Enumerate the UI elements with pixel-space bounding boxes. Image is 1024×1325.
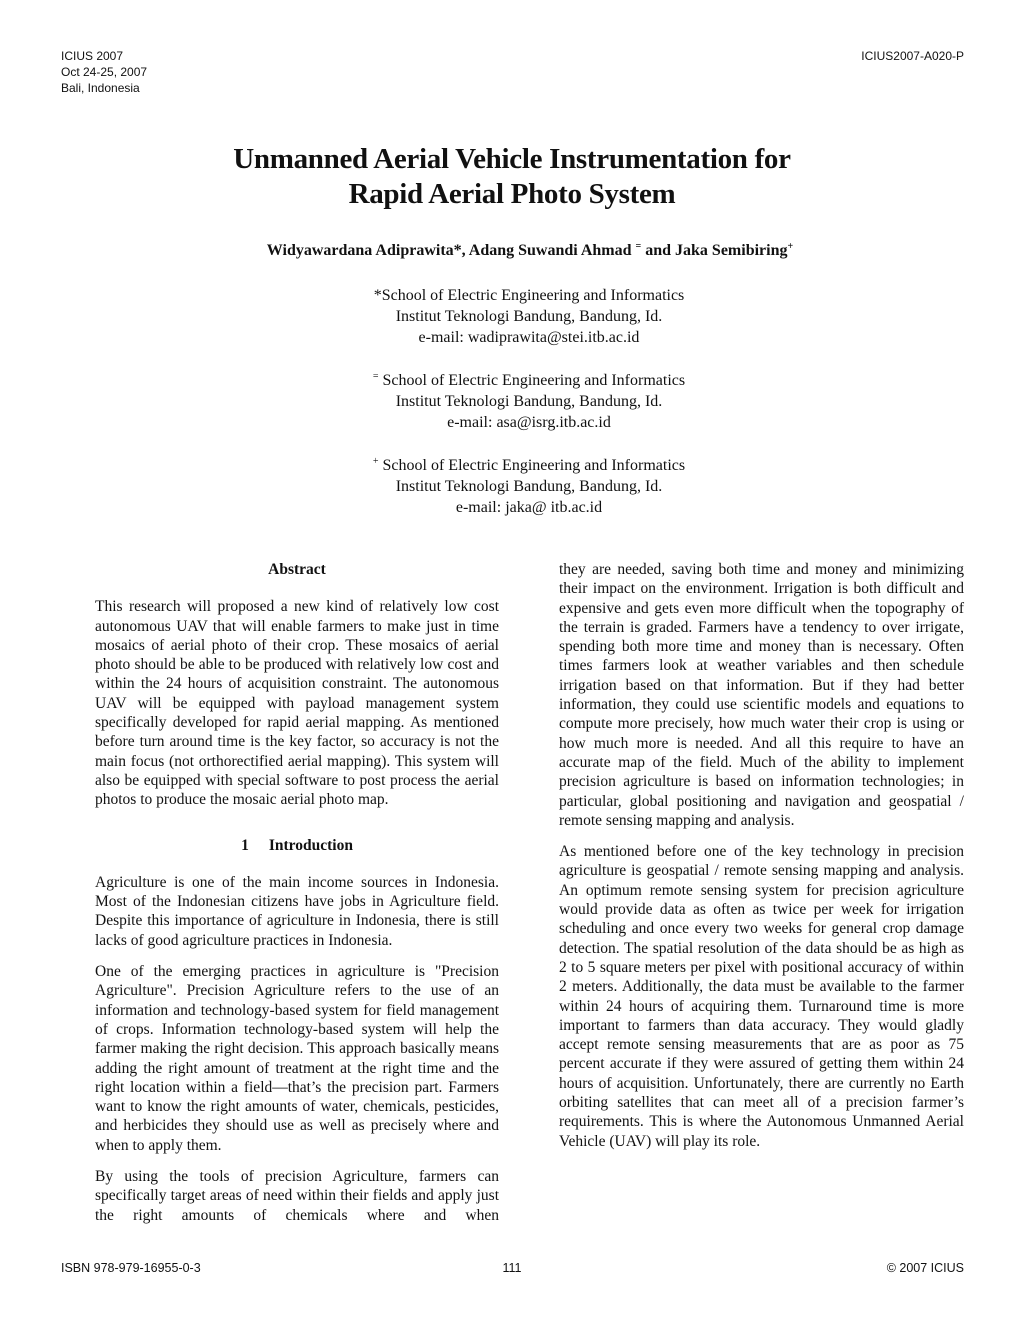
title-line-1: Unmanned Aerial Vehicle Instrumentation for (233, 143, 791, 175)
introduction-heading (95, 836, 499, 855)
running-header-left (61, 48, 147, 96)
conference-name: ICIUS 2007 (61, 49, 124, 63)
footer-isbn: ISBN 978-979-16955-0-3 (61, 1261, 201, 1275)
affiliation-2-email: e-mail: asa@isrg.itb.ac.id (447, 414, 611, 431)
author-list (0, 240, 1024, 262)
author-separator-1: , (461, 242, 469, 259)
abstract-heading: Abstract (268, 561, 326, 578)
author-3-mark: + (787, 241, 794, 252)
affiliation-1-institute: Institut Teknologi Bandung, Bandung, Id. (395, 308, 663, 325)
abstract-text: This research will proposed a new kind of relatively low cost autonomous UAV that will enable farmers to make just in time mosaics of aerial photo of their crop. These mosaics of aerial photo should be able to be produced with relatively low cost and within the 24 hours of acquisition constraint. The autonomous UAV will be equipped with payload management system specifically developed for rapid aerial mapping. As mentioned before turn around time is the key factor, so accuracy is not the main focus (not orthorectified aerial mapping). This system will also be equipped with special software to post process the aerial photos to produce the mosaic aerial photo map. (95, 598, 499, 809)
affiliation-3 (0, 455, 1024, 518)
author-2: Adang Suwandi Ahmad (468, 242, 636, 259)
affiliation-2-institute: Institut Teknologi Bandung, Bandung, Id. (395, 393, 663, 410)
affiliation-1-email: e-mail: wadiprawita@stei.itb.ac.id (418, 329, 640, 346)
intro-paragraph-3: By using the tools of precision Agriculture, farmers can specifically target areas of need within their fields and apply just the right amounts of chemicals where and when (95, 1168, 499, 1224)
left-column (95, 560, 499, 1237)
affiliation-2-mark: = (372, 371, 379, 382)
intro-paragraph-3-continued: they are needed, saving both time and money and minimizing their impact on the environment. Irrigation is both difficult and expensive and gets even more difficult when the topography of the terrain is graded. Farmers have a tendency to over irrigate, spending both more time and money than is necessary. Often times farmers look at weather variables and then schedule irrigation based on that information. But if they had better information, they could use scientific models and equations to compute more precisely, how much water their crop is using or how much more is needed. And all this require to have an accurate map of the field. Much of the ability to implement precision agriculture is based on information technologies; in particular, global positioning and navigation and geospatial / remote sensing mapping and analysis. (559, 561, 964, 829)
intro-paragraph-2: One of the emerging practices in agriculture is "Precision Agriculture". Precision Agriculture refers to the use of an information and technology-based system for field management of crops. Information technology-based system will help the farmer making the right decision. This approach basically means adding the right amount of treatment at the right time and the right location within a field—that’s the precision part. Farmers want to know the right amounts of water, chemicals, pesticides, and herbicides they should use as well as precisely where and when to apply them. (95, 963, 499, 1154)
running-header-right (861, 48, 964, 64)
intro-paragraph-4: As mentioned before one of the key technology in precision agriculture is geospatial / remote sensing mapping and analysis. An optimum remote sensing system for precision agriculture would provide data as often as twice per week for irrigation scheduling and once every two weeks for general crop damage detection. The spatial resolution of the data should be as high as 2 to 5 square meters per pixel with positional accuracy of within 2 meters. Additionally, the data must be available to the farmer within 24 hours of acquiring them. Turnaround time is more important to farmers than data accuracy. They would gladly accept remote sensing measurements that are as poor as 75 percent accurate if they were assured of getting them within 24 hours of acquisition. Unfortunately, there are currently no Earth orbiting satellites that can meet all of a precision farmer’s requirements. This is where the Autonomous Unmanned Aerial Vehicle (UAV) will play its role. (559, 843, 964, 1150)
section-number: 1 (241, 836, 249, 854)
affiliation-2 (0, 370, 1024, 433)
author-3: Jaka Semibiring (675, 242, 788, 259)
conference-dates: Oct 24-25, 2007 (61, 65, 148, 79)
title-line-2: Rapid Aerial Photo System (348, 178, 676, 210)
affiliation-1-school: *School of Electric Engineering and Informatics (373, 287, 685, 304)
affiliation-2-school: School of Electric Engineering and Informatics (378, 372, 686, 389)
conference-location: Bali, Indonesia (61, 81, 140, 95)
section-title: Introduction (268, 836, 353, 854)
footer-copyright: © 2007 ICIUS (886, 1261, 964, 1275)
affiliation-3-institute: Institut Teknologi Bandung, Bandung, Id. (395, 478, 663, 495)
affiliation-3-email: e-mail: jaka@ itb.ac.id (455, 499, 603, 516)
paper-id: ICIUS2007-A020-P (861, 49, 964, 63)
page-number: 111 (502, 1261, 522, 1275)
intro-paragraph-1: Agriculture is one of the main income sources in Indonesia. Most of the Indonesian citizens have jobs in Agriculture field. Despite this importance of agriculture in Indonesia, there is still lacks of good agriculture practices in Indonesia. (95, 873, 499, 949)
author-2-mark: = (635, 241, 642, 252)
affiliation-3-mark: + (372, 456, 379, 467)
affiliation-3-school: School of Electric Engineering and Informatics (378, 457, 686, 474)
paper-title (0, 142, 1024, 212)
right-column (559, 560, 964, 1163)
author-1: Widyawardana Adiprawita* (266, 242, 462, 259)
author-separator-2: and (641, 242, 676, 259)
affiliation-1 (0, 285, 1024, 348)
